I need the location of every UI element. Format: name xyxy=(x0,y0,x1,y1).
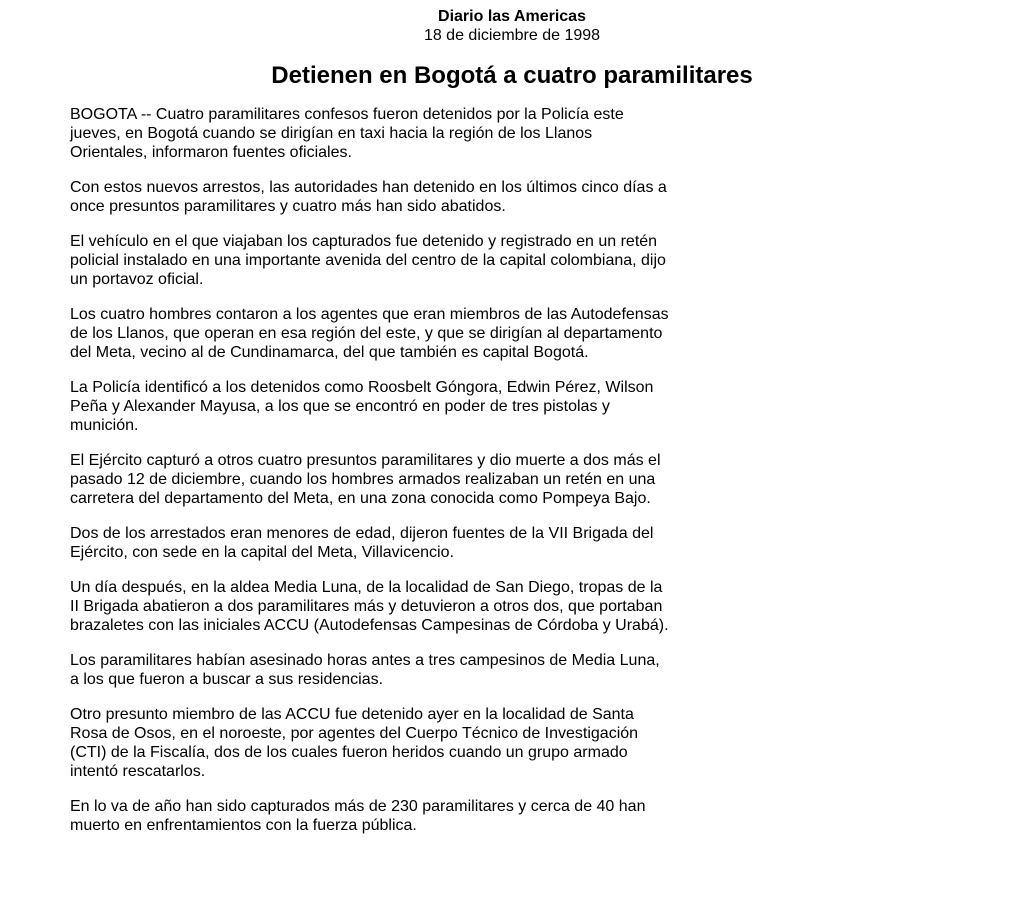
publication-name: Diario las Americas xyxy=(438,8,586,25)
article-paragraph-4: Los cuatro hombres contaron a los agentes que eran miembros de las Autodefensas de los Llanos, que operan en esa región del este, y que se dirigían al departamento del Meta, vecino al de Cundinamarca, del que también es capital Bogotá. xyxy=(70,306,669,361)
publication-date: 18 de diciembre de 1998 xyxy=(423,27,601,44)
article-paragraph-7: Dos de los arrestados eran menores de edad, dijeron fuentes de la VII Brigada del Ejército, con sede en la capital del Meta, Villavicencio. xyxy=(70,525,654,561)
article-paragraph-1: BOGOTA -- Cuatro paramilitares confesos fueron detenidos por la Policía este jueves, en Bogotá cuando se dirigían en taxi hacia la región de los Llanos Orientales, informaron fuentes oficiales. xyxy=(70,106,624,161)
article-paragraph-8: Un día después, en la aldea Media Luna, de la localidad de San Diego, tropas de la II Brigada abatieron a dos paramilitares más y detuvieron a otros dos, que portaban brazaletes con las iniciales ACCU (Autodefensas Campesinas de Córdoba y Urabá). xyxy=(70,579,669,634)
article-headline: Detienen en Bogotá a cuatro paramilitares xyxy=(271,62,753,89)
article-paragraph-10: Otro presunto miembro de las ACCU fue detenido ayer en la localidad de Santa Rosa de Osos, en el noroeste, por agentes del Cuerpo Técnico de Investigación (CTI) de la Fiscalía, dos de los cuales fueron heridos cuando un grupo armado intentó rescatarlos. xyxy=(70,706,639,780)
article-paragraph-5: La Policía identificó a los detenidos como Roosbelt Góngora, Edwin Pérez, Wilson Peña y Alexander Mayusa, a los que se encontró en poder de tres pistolas y munición. xyxy=(70,379,654,434)
article-paragraph-11: En lo va de año han sido capturados más de 230 paramilitares y cerca de 40 han muerto en enfrentamientos con la fuerza pública. xyxy=(70,798,646,834)
article-paragraph-9: Los paramilitares habían asesinado horas antes a tres campesinos de Media Luna, a los que fueron a buscar a sus residencias. xyxy=(70,652,660,688)
article-paragraph-2: Con estos nuevos arrestos, las autoridades han detenido en los últimos cinco días a once presuntos paramilitares y cuatro más han sido abatidos. xyxy=(70,179,667,215)
article-paragraph-3: El vehículo en el que viajaban los capturados fue detenido y registrado en un retén policial instalado en una importante avenida del centro de la capital colombiana, dijo un portavoz oficial. xyxy=(70,233,666,288)
article-header xyxy=(0,7,1024,45)
article-body xyxy=(70,105,670,835)
article-paragraph-6: El Ejército capturó a otros cuatro presuntos paramilitares y dio muerte a dos más el pasado 12 de diciembre, cuando los hombres armados realizaban un retén en una carretera del departamento del Meta, en una zona conocida como Pompeya Bajo. xyxy=(70,452,661,507)
